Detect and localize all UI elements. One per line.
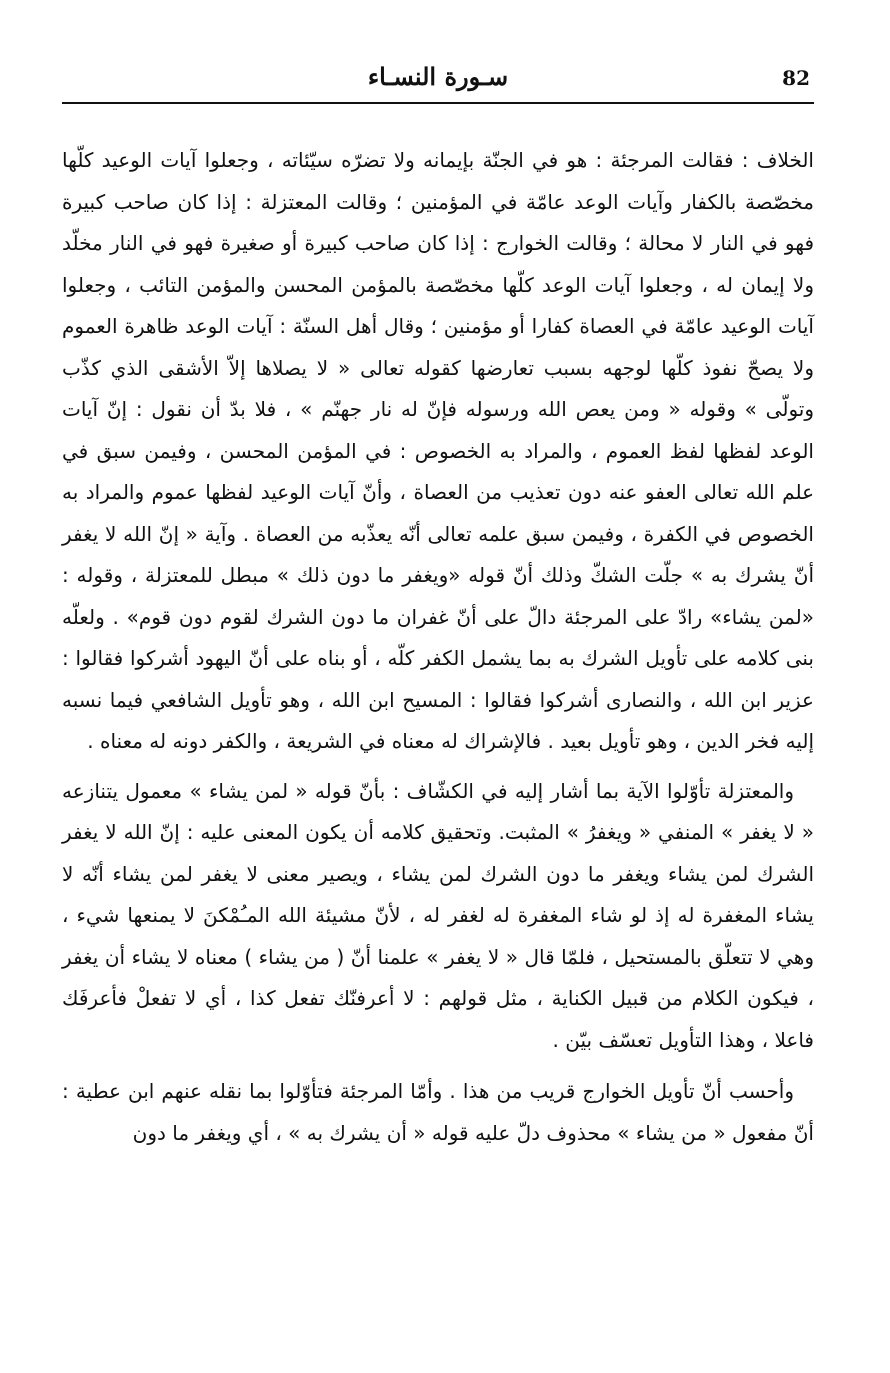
paragraph-3: وأحسب أنّ تأويل الخوارج قريب من هذا . وأمّا المرجئة فتأوّلوا بما نقله عنهم ابن عطية : أنّ مفعول « من يشاء » محذوف دلّ عليه قوله « أن يشرك به » ، أي ويغفر ما دون (62, 1079, 814, 1145)
header-divider (62, 102, 814, 104)
surah-title: سـورة النسـاء (367, 62, 509, 91)
paragraph-1: الخلاف : فقالت المرجئة : هو في الجنّة بإيمانه ولا تضرّه سيّئاته ، وجعلوا آيات الوعيد كلّها مخصّصة بالكفار وآيات الوعد عامّة في المؤمنين ؛ وقالت المعتزلة : إذا كان صاحب كبيرة فهو في النار لا محالة ؛ وقالت الخوارج : إذا كان صاحب كبيرة أو صغيرة فهو في النار مخلّد ولا إيمان له ، وجعلوا آيات الوعد كلّها مخصّصة بالمؤمن المحسن والمؤمن التائب ، وجعلوا آيات الوعيد عامّة في العصاة كفارا أو مؤمنين ؛ وقال أهل السنّة : آيات الوعد ظاهرة العموم ولا يصحّ نفوذ كلّها لوجهه بسبب تعارضها كقوله تعالى « لا يصلاها إلاّ الأشقى الذي كذّب وتولّى » وقوله « ومن يعص الله ورسوله فإنّ له نار جهنّم » ، فلا بدّ أن نقول : إنّ آيات الوعد لفظها لفظ العموم ، والمراد به الخصوص : في المؤمن المحسن ، وفيمن سبق في علم الله تعالى العفو عنه دون تعذيب من العصاة ، وأنّ آيات الوعيد لفظها عموم والمراد به الخصوص في الكفرة ، وفيمن سبق علمه تعالى أنّه يعذّبه من العصاة . وآية « إنّ الله لا يغفر أنّ يشرك به » جلّت الشكّ وذلك أنّ قوله «ويغفر ما دون ذلك » مبطل للمعتزلة ، وقوله : «لمن يشاء» رادّ على المرجئة دالّ على أنّ غفران ما دون الشرك لقوم دون قوم» . ولعلّه بنى كلامه على تأويل الشرك به بما يشمل الكفر كلّه ، أو بناه على أنّ اليهود أشركوا فقالوا : عزير ابن الله ، والنصارى أشركوا فقالوا : المسيح ابن الله ، وهو تأويل الشافعي فيما نسبه إليه فخر الدين ، وهو تأويل بعيد . فالإشراك له معناه في الشريعة ، والكفر دونه له معناه . (62, 148, 814, 753)
paragraph-2: والمعتزلة تأوّلوا الآية بما أشار إليه في الكشّاف : بأنّ قوله « لمن يشاء » معمول يتنازعه « لا يغفر » المنفي « ويغفرُ » المثبت. وتحقيق كلامه أن يكون المعنى عليه : إنّ الله لا يغفر الشرك لمن يشاء ويغفر ما دون الشرك لمن يشاء ، ويصير معنى لا يغفر لمن يشاء أنّه لا يشاء المغفرة له إذ لو شاء المغفرة له لغفر له ، لأنّ مشيئة الله المـُمْكنَ لا يمنعها شيء ، وهي لا تتعلّق بالمستحيل ، فلمّا قال « لا يغفر » علمنا أنّ ( من يشاء ) معناه لا يشاء أن يغفر ، فيكون الكلام من قبيل الكناية ، مثل قولهم : لا أعرفنّك تفعل كذا ، أي لا تفعلْ فأعرفَك فاعلا ، وهذا التأويل تعسّف بيّن . (62, 778, 814, 1052)
page-header (62, 60, 814, 104)
page-body (62, 140, 814, 1154)
page-number: 82 (782, 66, 810, 90)
